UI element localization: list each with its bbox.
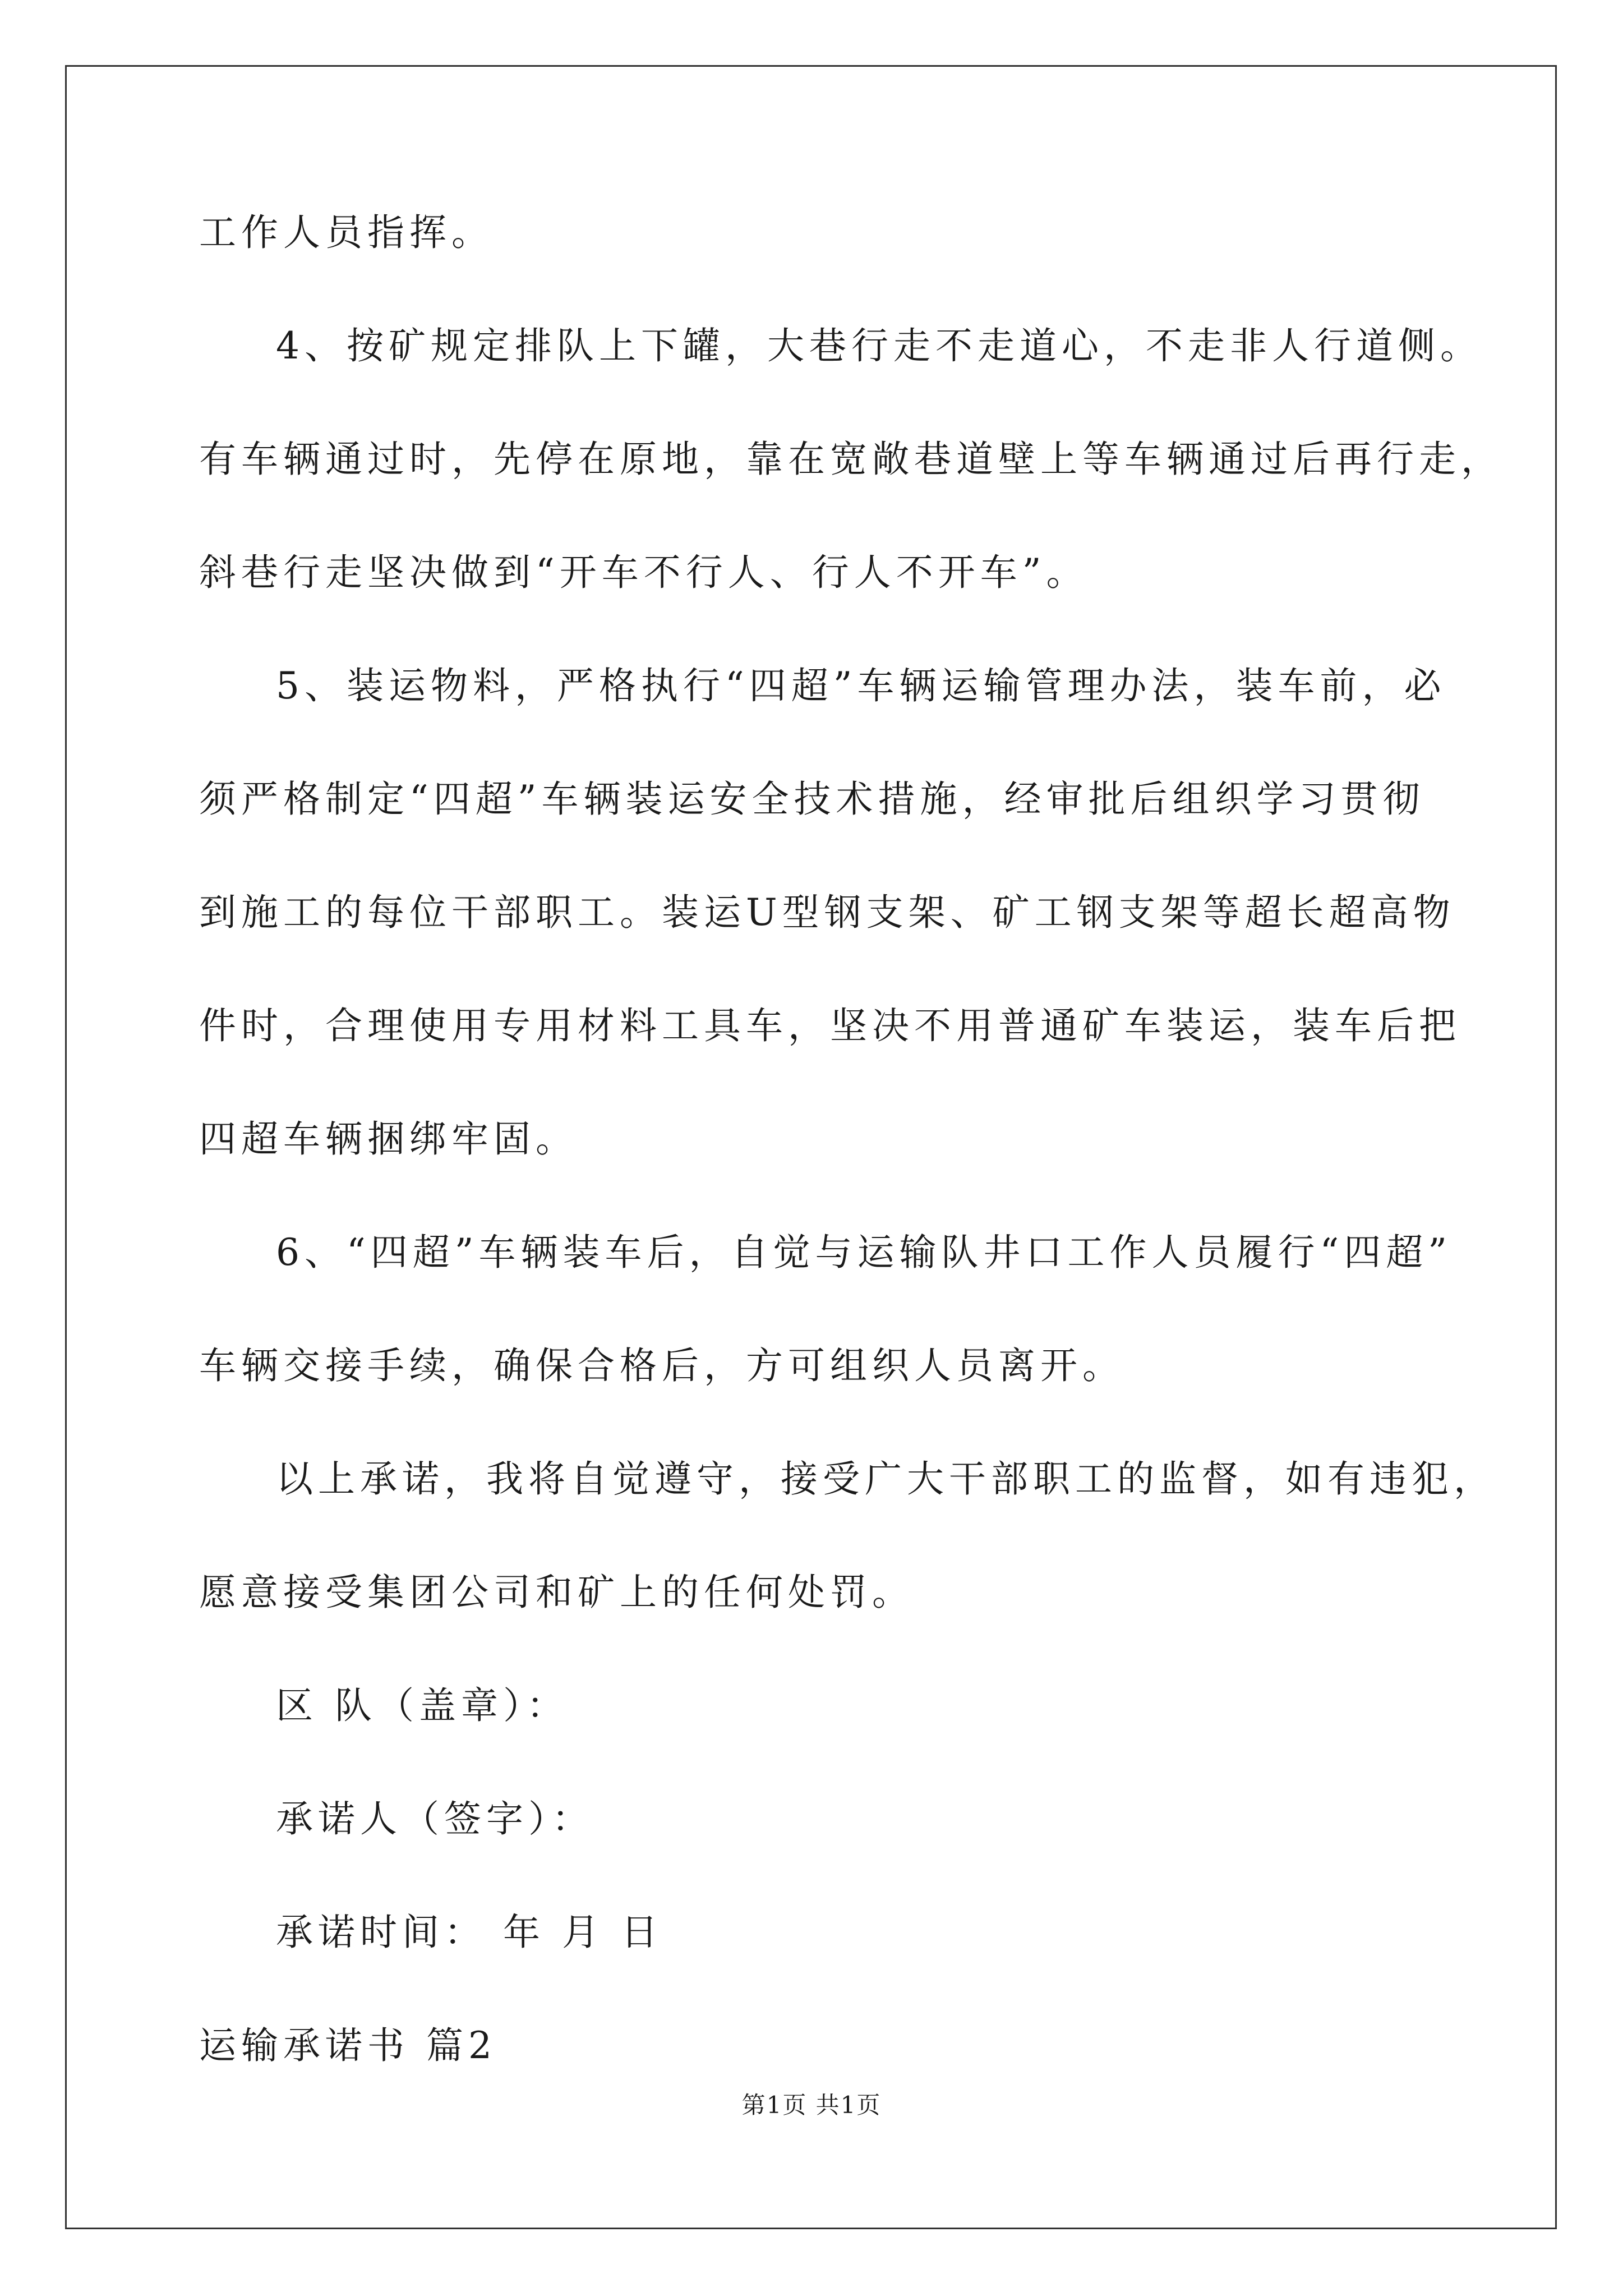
text-line-2: 4、按矿规定排队上下罐，大巷行走不走道心，不走非人行道侧。 (276, 324, 1482, 367)
section-heading: 运输承诺书 篇2 (199, 2024, 497, 2067)
signatory-line: 承诺人（签字）： (276, 1797, 594, 1841)
text-line-5: 5、装运物料，严格执行“四超”车辆运输管理办法，装车前，必 (276, 664, 1446, 707)
text-line-7: 到施工的每位干部职工。装运U型钢支架、矿工钢支架等超长超高物 (199, 891, 1455, 934)
text-line-3: 有车辆通过时，先停在原地，靠在宽敞巷道壁上等车辆通过后再行走， (199, 438, 1503, 481)
page-footer: 第1页 共1页 (741, 2091, 882, 2119)
text-line-6: 须严格制定“四超”车辆装运安全技术措施，经审批后组织学习贯彻 (199, 777, 1425, 821)
text-line-11: 车辆交接手续，确保合格后，方可组织人员离开。 (199, 1344, 1124, 1387)
text-line-13: 愿意接受集团公司和矿上的任何处罚。 (199, 1571, 914, 1614)
text-line-4: 斜巷行走坚决做到“开车不行人、行人不开车”。 (199, 551, 1089, 594)
text-line-10: 6、“四超”车辆装车后，自觉与运输队井口工作人员履行“四超” (276, 1231, 1452, 1274)
text-line-9: 四超车辆捆绑牢固。 (199, 1117, 578, 1161)
date-line: 承诺时间： 年 月 日 (276, 1911, 663, 1954)
text-line-1: 工作人员指挥。 (199, 211, 494, 254)
team-seal-line: 区 队（盖章）： (276, 1684, 569, 1727)
text-line-8: 件时，合理使用专用材料工具车，坚决不用普通矿车装运，装车后把 (199, 1004, 1461, 1047)
text-line-12: 以上承诺，我将自觉遵守，接受广大干部职工的监督，如有违犯， (276, 1457, 1496, 1501)
